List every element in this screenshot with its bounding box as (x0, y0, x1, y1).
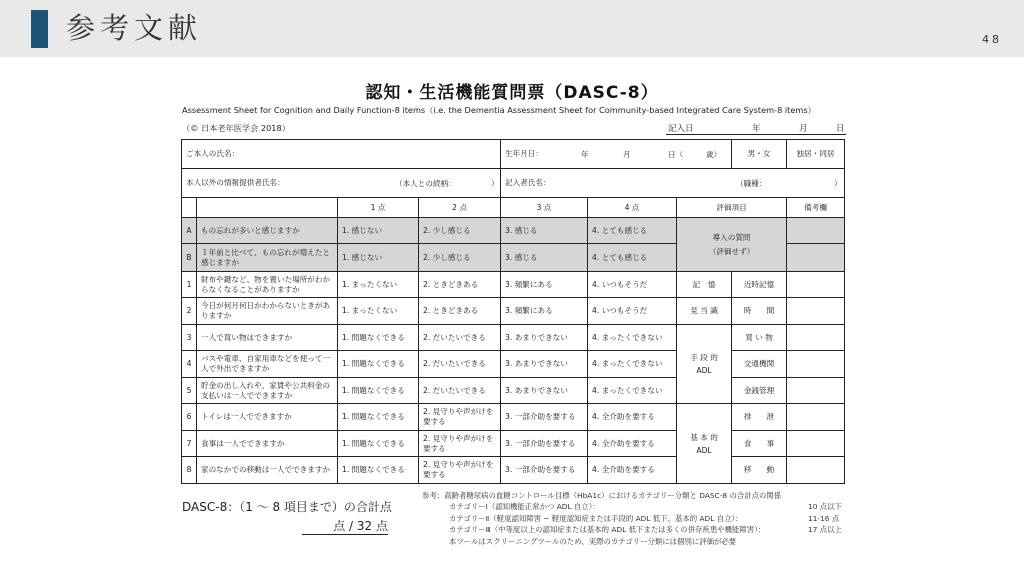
note-category-3-value: 17 点以上 (808, 525, 842, 535)
intro-question-label (677, 218, 787, 272)
entry-date-label: 記入日 (668, 124, 694, 134)
header-4pt: 4 点 (588, 198, 677, 218)
answer-option-4[interactable]: 4. いつもそうだ (588, 298, 677, 325)
category-orientation: 見 当 識 (677, 298, 732, 325)
row-number: 7 (182, 431, 197, 457)
intro-question-text: 導入の質問 (712, 232, 751, 242)
answer-option-4[interactable]: 4. とても感じる (588, 244, 677, 272)
note-category-2 (422, 513, 840, 524)
header-3pt: 3 点 (501, 198, 588, 218)
header-row (182, 198, 845, 218)
answer-option-4[interactable]: 4. まったくできない (588, 378, 677, 404)
row-number: 8 (182, 457, 197, 484)
answer-option-1[interactable]: 1. 問題なくできる (338, 404, 419, 431)
remarks-cell[interactable] (787, 378, 845, 404)
row-number: 4 (182, 351, 197, 378)
row-number: A (182, 218, 197, 244)
answer-option-2[interactable]: 2. ときどきある (419, 272, 501, 298)
answer-option-1[interactable]: 1. まったくない (338, 298, 419, 325)
answer-option-2[interactable]: 2. だいたいできる (419, 351, 501, 378)
entry-date-year: 年 (752, 124, 761, 134)
notes-intro: 参考：高齢者糖尿病の血糖コントロール目標（HbA1c）におけるカテゴリー分類と DASC-8 の合計点の関係 (422, 491, 782, 500)
category-iadl-line1: 手 段 的 (690, 353, 718, 362)
remarks-cell[interactable] (787, 351, 845, 378)
header-1pt: 1 点 (338, 198, 419, 218)
copyright-note: （© 日本老年医学会 2018） (182, 123, 290, 133)
row-question: バスや電車、自家用車などを使って一人で外出できますか (197, 351, 338, 378)
birth-month-label: 月 (623, 150, 631, 159)
category-badl (677, 404, 732, 484)
answer-option-4[interactable]: 4. いつもそうだ (588, 272, 677, 298)
row-question: 一人で買い物はできますか (197, 325, 338, 351)
answer-option-3[interactable]: 3. 一部介助を要する (501, 431, 588, 457)
answer-option-4[interactable]: 4. とても感じる (588, 218, 677, 244)
header-empty-no (182, 198, 197, 218)
answer-option-4[interactable]: 4. まったくできない (588, 351, 677, 378)
answer-option-2[interactable]: 2. 少し感じる (419, 218, 501, 244)
note-category-3-text: カテゴリーⅢ（中等度以上の認知症または基本的 ADL 低下または多くの併存疾患や機能障害）： (449, 525, 766, 535)
table-row (182, 431, 845, 457)
intro-question-note: （評価せず） (708, 246, 755, 256)
dasc8-table (181, 139, 845, 484)
remarks-cell[interactable] (787, 272, 845, 298)
answer-option-3[interactable]: 3. 一部介助を要する (501, 457, 588, 484)
remarks-cell[interactable] (787, 431, 845, 457)
informant-row (182, 169, 845, 198)
remarks-cell[interactable] (787, 457, 845, 484)
answer-option-1[interactable]: 1. 問題なくできる (338, 351, 419, 378)
evaluation-item: 近時記憶 (732, 272, 787, 298)
answer-option-1[interactable]: 1. 感じない (338, 218, 419, 244)
answer-option-2[interactable]: 2. だいたいできる (419, 378, 501, 404)
table-row (182, 378, 845, 404)
answer-option-1[interactable]: 1. 問題なくできる (338, 457, 419, 484)
answer-option-3[interactable]: 3. 感じる (501, 218, 588, 244)
reference-notes (422, 490, 842, 547)
remarks-cell[interactable] (787, 298, 845, 325)
slide-title: 参考文献 (66, 11, 203, 45)
remarks-cell[interactable] (787, 218, 845, 244)
header-2pt: 2 点 (419, 198, 501, 218)
informant-field[interactable] (182, 169, 501, 198)
birthdate-label: 生年月日： (505, 149, 543, 158)
table-row (182, 218, 845, 244)
table-row (182, 457, 845, 484)
sex-select[interactable]: 男・女 (732, 140, 787, 169)
table-row (182, 325, 845, 351)
answer-option-2[interactable]: 2. 見守りや声がけを要する (419, 431, 501, 457)
note-category-1-text: カテゴリーⅠ（認知機能正常かつ ADL 自立）： (449, 502, 600, 512)
entry-date-day: 日 (836, 124, 845, 134)
row-number: 2 (182, 298, 197, 325)
header-accent-bar (31, 10, 48, 48)
birth-year-label: 年 (581, 150, 589, 159)
answer-option-4[interactable]: 4. 全介助を要する (588, 457, 677, 484)
age-label: 歳） (706, 150, 722, 159)
answer-option-3[interactable]: 3. 頻繁にある (501, 272, 588, 298)
birthdate-field[interactable] (501, 140, 732, 169)
answer-option-1[interactable]: 1. まったくない (338, 272, 419, 298)
row-question: 財布や鍵など、物を置いた場所がわからなくなることがありますか (197, 272, 338, 298)
evaluation-item: 金銭管理 (732, 378, 787, 404)
row-number: 3 (182, 325, 197, 351)
row-question: １年前と比べて、もの忘れが増えたと感じますか (197, 244, 338, 272)
page-number: 48 (982, 33, 1002, 46)
relation-label: （本人との続柄： (395, 179, 456, 188)
row-question: 家のなかでの移動は一人でできますか (197, 457, 338, 484)
note-category-1 (422, 501, 842, 512)
answer-option-1[interactable]: 1. 感じない (338, 244, 419, 272)
category-iadl (677, 325, 732, 404)
evaluation-item: 移 動 (732, 457, 787, 484)
row-question: 貯金の出し入れや、家賃や公共料金の支払いは一人でできますか (197, 378, 338, 404)
answer-option-3[interactable]: 3. あまりできない (501, 351, 588, 378)
remarks-cell[interactable] (787, 244, 845, 272)
answer-option-2[interactable]: 2. 見守りや声がけを要する (419, 457, 501, 484)
category-memory: 記 憶 (677, 272, 732, 298)
total-score-field[interactable]: 点 / 32 点 (302, 518, 388, 535)
relation-close: ） (491, 179, 499, 188)
answer-option-3[interactable]: 3. あまりできない (501, 325, 588, 351)
entry-date-field[interactable] (666, 122, 846, 135)
remarks-cell[interactable] (787, 404, 845, 431)
answer-option-2[interactable]: 2. 見守りや声がけを要する (419, 404, 501, 431)
answer-option-1[interactable]: 1. 問題なくできる (338, 378, 419, 404)
evaluation-item: 時 間 (732, 298, 787, 325)
evaluation-item: 食 事 (732, 431, 787, 457)
row-question: 食事は一人でできますか (197, 431, 338, 457)
row-number: 5 (182, 378, 197, 404)
informant-label: 本人以外の情報提供者氏名： (186, 178, 285, 187)
answer-option-3[interactable]: 3. あまりできない (501, 378, 588, 404)
notes-footer: 本ツールはスクリーニングツールのため、実際のカテゴリー分類には個別に評価が必要 (449, 536, 737, 546)
evaluation-item: 排 泄 (732, 404, 787, 431)
document-title: 認知・生活機能質問票（DASC-8） (365, 83, 659, 103)
birth-day-label: 日（ (668, 150, 684, 159)
job-close: ） (834, 179, 842, 188)
row-question: もの忘れが多いと感じますか (197, 218, 338, 244)
evaluation-item: 交通機関 (732, 351, 787, 378)
row-number: 6 (182, 404, 197, 431)
answer-option-3[interactable]: 3. 感じる (501, 244, 588, 272)
document-subtitle: Assessment Sheet for Cognition and Daily Function-8 items（i.e. the Dementia Assessment Sheet for Community-based Integrated Care System-8 items） (182, 105, 816, 115)
answer-option-2[interactable]: 2. ときどきある (419, 298, 501, 325)
row-question: 今日が何月何日かわからないときがありますか (197, 298, 338, 325)
answer-option-2[interactable]: 2. だいたいできる (419, 325, 501, 351)
category-badl-line2: ADL (696, 445, 712, 455)
patient-name-field[interactable] (182, 140, 501, 169)
note-category-2-value: 11-16 点 (808, 513, 840, 523)
total-score-label: DASC-8：（1 ～ 8 項目まで）の合計点 (182, 500, 392, 514)
answer-option-3[interactable]: 3. 一部介助を要する (501, 404, 588, 431)
answer-option-4[interactable]: 4. まったくできない (588, 325, 677, 351)
answer-option-2[interactable]: 2. 少し感じる (419, 244, 501, 272)
remarks-cell[interactable] (787, 325, 845, 351)
table-row (182, 298, 845, 325)
note-category-2-text: カテゴリーⅡ（軽度認知障害 ~ 軽度認知症または手段的 ADL 低下、基本的 ADL 自立）： (449, 513, 743, 523)
row-number: B (182, 244, 197, 272)
entry-date-month: 月 (799, 124, 808, 134)
row-number: 1 (182, 272, 197, 298)
patient-row (182, 140, 845, 169)
answer-option-1[interactable]: 1. 問題なくできる (338, 431, 419, 457)
recorder-label: 記入者氏名： (505, 178, 551, 187)
note-category-3 (422, 524, 842, 535)
answer-option-4[interactable]: 4. 全介助を要する (588, 404, 677, 431)
header-remarks: 備考欄 (787, 198, 845, 218)
note-category-1-value: 10 点以下 (808, 502, 842, 512)
job-label: （職種： (736, 179, 767, 188)
row-question: トイレは一人でできますか (197, 404, 338, 431)
category-iadl-line2: ADL (696, 366, 712, 375)
evaluation-item: 買 い 物 (732, 325, 787, 351)
table-row (182, 272, 845, 298)
answer-option-4[interactable]: 4. 全介助を要する (588, 431, 677, 457)
recorder-field[interactable] (501, 169, 845, 198)
living-select[interactable]: 独居・同居 (787, 140, 845, 169)
header-empty-question (197, 198, 338, 218)
table-row (182, 351, 845, 378)
table-row (182, 404, 845, 431)
patient-name-label: ご本人の氏名： (186, 149, 240, 158)
answer-option-1[interactable]: 1. 問題なくできる (338, 325, 419, 351)
category-badl-line1: 基 本 的 (690, 432, 718, 442)
header-evaluation: 評価項目 (677, 198, 787, 218)
answer-option-3[interactable]: 3. 頻繁にある (501, 298, 588, 325)
